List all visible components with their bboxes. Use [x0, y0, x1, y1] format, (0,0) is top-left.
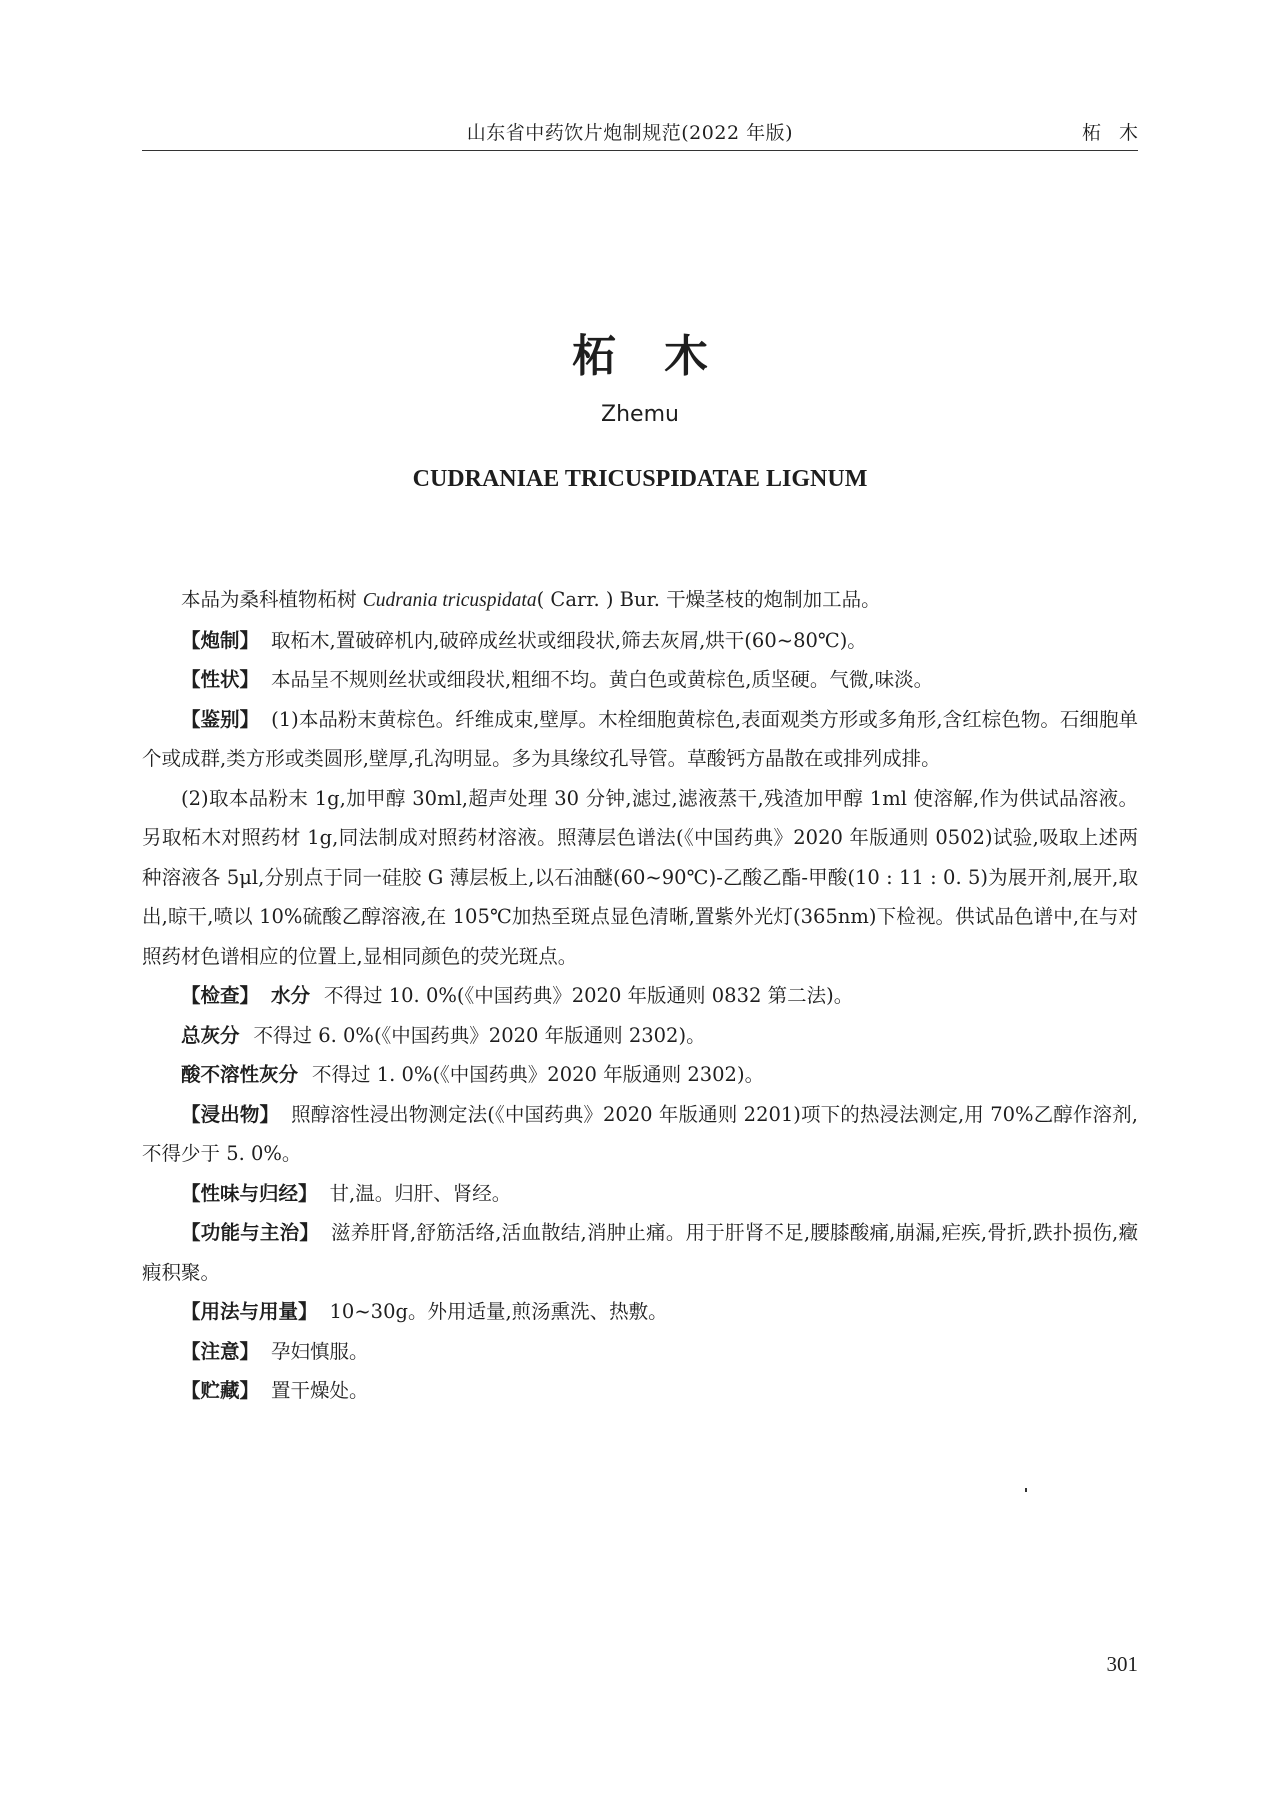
extract-label: 【浸出物】 [181, 1102, 280, 1126]
total-ash-label: 总灰分 [181, 1023, 240, 1047]
dosage-text: 10~30g。外用适量,煎汤熏洗、热敷。 [329, 1300, 668, 1323]
page-number: 301 [1106, 1652, 1138, 1676]
identification-text-1: (1)本品粉末黄棕色。纤维成束,壁厚。木栓细胞黄棕色,表面观类方形或多角形,含红棕色物。石细胞单个或成群,类方形或类圆形,壁厚,孔沟明显。多为具缘纹孔导管。草酸钙方晶散在或排列成排。 [142, 707, 1138, 770]
acid-ash-text: 不得过 1. 0%(《中国药典》2020 年版通则 2302)。 [312, 1063, 765, 1086]
inspection-label: 【检查】 [181, 984, 260, 1007]
intro-text-before: 本品为桑科植物柘树 [181, 588, 363, 611]
acid-ash-label: 酸不溶性灰分 [181, 1063, 299, 1086]
total-ash-item [142, 1016, 1138, 1056]
running-header [142, 112, 1156, 151]
monograph-pinyin: Zhemu [601, 402, 679, 427]
extract-section [142, 1095, 1138, 1174]
scan-speck [1025, 1488, 1027, 1492]
nature-text: 甘,温。归肝、肾经。 [329, 1181, 512, 1205]
intro-text-after: ( Carr. ) Bur. 干燥茎枝的炮制加工品。 [536, 588, 881, 611]
caution-section [142, 1332, 1138, 1372]
identification-text-2: (2)取本品粉末 1g,加甲醇 30ml,超声处理 30 分钟,滤过,滤液蒸干,残渣加甲醇 1ml 使溶解,作为供试品溶液。另取柘木对照药材 1g,同法制成对照药材溶液。照薄层色谱法(《中国药典》2020 年版通则 0502)试验,吸取上述两种溶液各 5μl,分别点于同一硅胶 G 薄层板上,以石油醚(60~90℃)-乙酸乙酯-甲酸(10 : 11 : 0. 5)为展开剂,展开,取出,晾干,喷以 10%硫酸乙醇溶液,在 105℃加热至斑点显色清晰,置紫外光灯(365nm)下检视。供试品色谱中,在与对照药材色谱相应的位置上,显相同颜色的荧光斑点。 [142, 786, 1138, 968]
description-label: 【性状】 [181, 668, 260, 691]
extract-text: 照醇溶性浸出物测定法(《中国药典》2020 年版通则 2201)项下的热浸法测定,用 70%乙醇作溶剂,不得少于 5. 0%。 [142, 1102, 1138, 1165]
dosage-section [142, 1292, 1138, 1332]
book-title: 山东省中药饮片炮制规范(2022 年版) [466, 122, 793, 144]
storage-section [142, 1371, 1138, 1411]
storage-text: 置干燥处。 [271, 1379, 369, 1402]
storage-label: 【贮藏】 [181, 1379, 260, 1402]
caution-label: 【注意】 [181, 1339, 260, 1363]
acid-ash-item [142, 1055, 1138, 1095]
function-label: 【功能与主治】 [181, 1221, 320, 1244]
caution-text: 孕妇慎服。 [271, 1339, 369, 1363]
species-name: Cudrania tricuspidata [362, 590, 537, 611]
nature-section [142, 1174, 1138, 1214]
intro-paragraph [142, 580, 1138, 621]
moisture-text: 不得过 10. 0%(《中国药典》2020 年版通则 0832 第二法)。 [324, 984, 854, 1007]
monograph-title: 柘木 [572, 331, 756, 382]
processing-label: 【炮制】 [181, 628, 260, 652]
processing-section [142, 621, 1138, 661]
moisture-label: 水分 [271, 984, 311, 1007]
function-text: 滋养肝肾,舒筋活络,活血散结,消肿止痛。用于肝肾不足,腰膝酸痛,崩漏,疟疾,骨折,跌扑损伤,癥瘕积聚。 [142, 1221, 1138, 1284]
identification-paragraph-2 [142, 779, 1138, 977]
total-ash-text: 不得过 6. 0%(《中国药典》2020 年版通则 2302)。 [253, 1023, 706, 1047]
inspection-section [142, 976, 1138, 1016]
function-section [142, 1213, 1138, 1292]
description-section [142, 660, 1138, 700]
description-text: 本品呈不规则丝状或细段状,粗细不均。黄白色或黄棕色,质坚硬。气微,味淡。 [271, 668, 934, 691]
dosage-label: 【用法与用量】 [181, 1300, 318, 1323]
nature-label: 【性味与归经】 [181, 1181, 318, 1205]
processing-text: 取柘木,置破碎机内,破碎成丝状或细段状,筛去灰屑,烘干(60~80℃)。 [271, 628, 867, 652]
header-entry-name: 柘木 [1081, 122, 1156, 144]
monograph-latin-name: CUDRANIAE TRICUSPIDATAE LIGNUM [412, 466, 868, 492]
identification-section [142, 700, 1138, 779]
monograph-body [142, 580, 1138, 1411]
identification-label: 【鉴别】 [181, 707, 260, 731]
